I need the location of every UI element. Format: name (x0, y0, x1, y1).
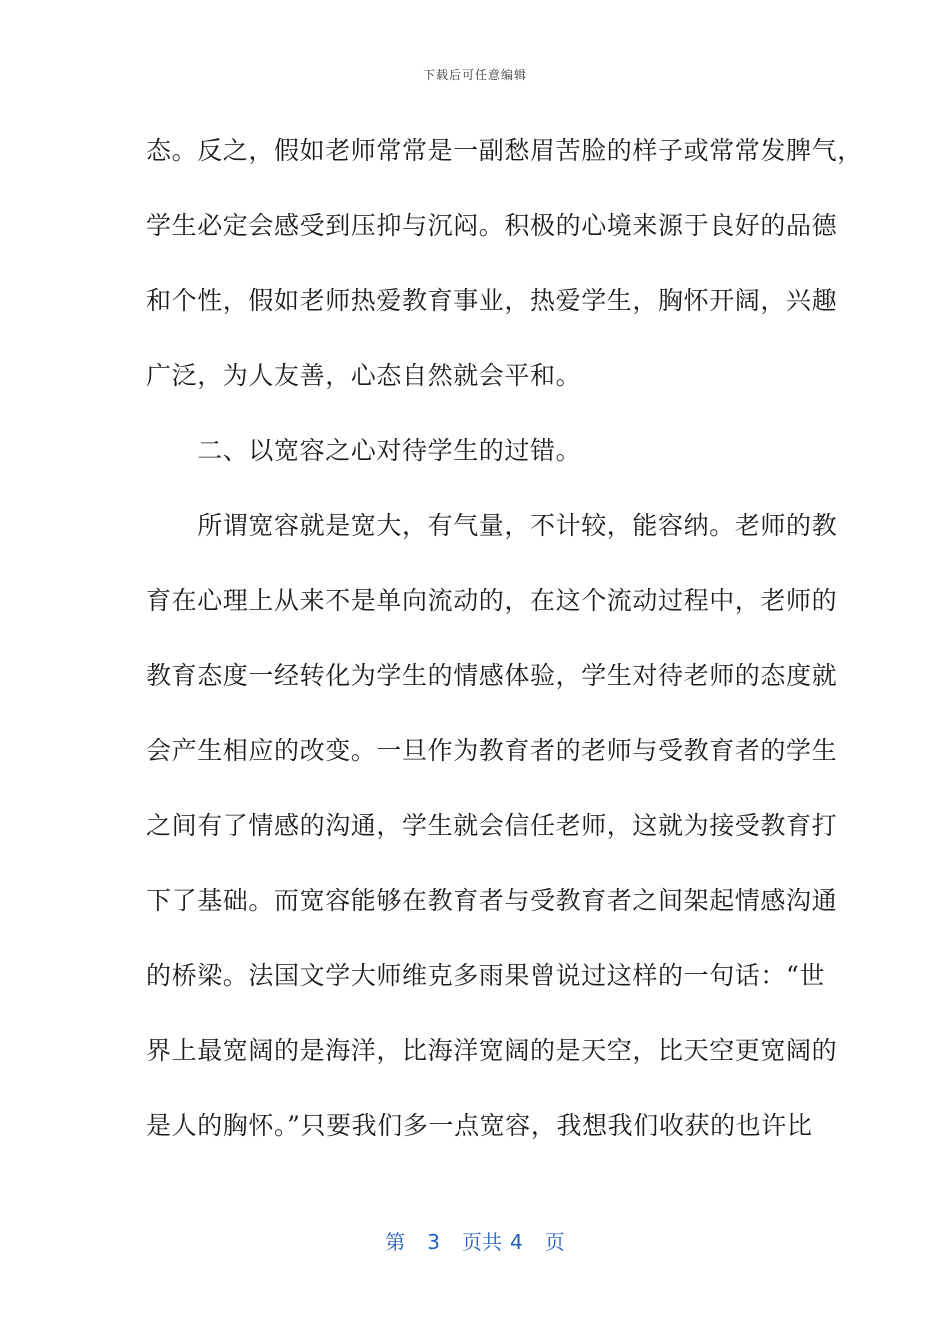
body-line: 是人的胸怀。”只要我们多一点宽容，我想我们收获的也许比 (146, 1111, 813, 1140)
page-total: 4 (510, 1230, 523, 1254)
body-line: 态。反之，假如老师常常是一副愁眉苦脸的样子或常常发脾气， (146, 136, 863, 165)
page-prefix: 第 (385, 1230, 406, 1254)
body-line: 学生必定会感受到压抑与沉闷。积极的心境来源于良好的品德 (146, 211, 838, 240)
page-header-note: 下载后可任意编辑 (422, 68, 527, 82)
page-middle: 页共 (462, 1230, 502, 1254)
body-line: 和个性，假如老师热爱教育事业，热爱学生，胸怀开阔，兴趣 (146, 286, 838, 315)
body-line: 下了基础。而宽容能够在教育者与受教育者之间架起情感沟通 (146, 886, 838, 915)
page-number-footer (0, 1226, 950, 1255)
page-current: 3 (427, 1230, 440, 1254)
body-line: 会产生相应的改变。一旦作为教育者的老师与受教育者的学生 (146, 736, 838, 765)
body-line: 广泛，为人友善，心态自然就会平和。 (146, 361, 582, 390)
body-line: 界上最宽阔的是海洋，比海洋宽阔的是天空，比天空更宽阔的 (146, 1036, 838, 1065)
body-line: 育在心理上从来不是单向流动的，在这个流动过程中，老师的 (146, 586, 838, 615)
body-line: 的桥梁。法国文学大师维克多雨果曾说过这样的一句话：“世 (146, 961, 825, 990)
body-line: 教育态度一经转化为学生的情感体验，学生对待老师的态度就 (146, 661, 838, 690)
body-line: 所谓宽容就是宽大，有气量，不计较，能容纳。老师的教 (146, 511, 838, 540)
section-heading: 二、以宽容之心对待学生的过错。 (146, 436, 582, 465)
page-suffix: 页 (544, 1230, 565, 1254)
body-line: 之间有了情感的沟通，学生就会信任老师，这就为接受教育打 (146, 811, 838, 840)
